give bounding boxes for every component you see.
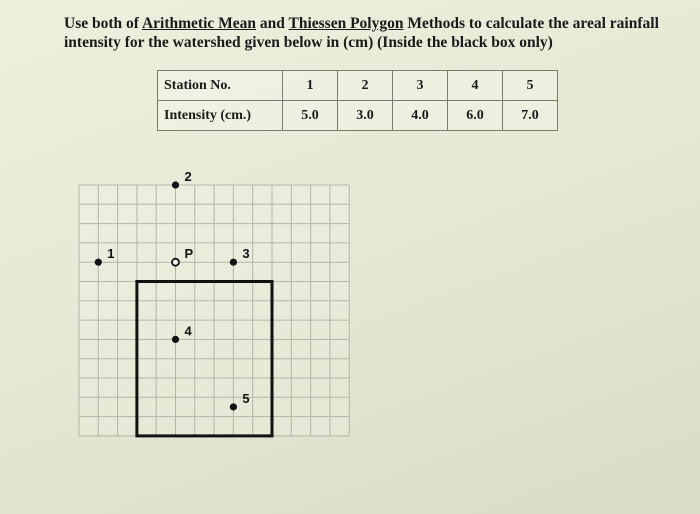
intensity-1: 5.0 bbox=[283, 101, 338, 131]
station-marker bbox=[95, 259, 102, 266]
station-marker bbox=[172, 336, 179, 343]
station-marker bbox=[172, 181, 179, 188]
station-label: 5 bbox=[242, 390, 250, 406]
station-label: 3 bbox=[242, 246, 250, 262]
station-5: 5 bbox=[503, 71, 558, 101]
station-marker bbox=[230, 403, 237, 410]
method-thiessen-polygon: Thiessen Polygon bbox=[288, 15, 404, 32]
station-2: 2 bbox=[338, 71, 393, 101]
intensity-5: 7.0 bbox=[503, 101, 558, 131]
question-part-3: Methods to calculate the areal rainfall intensity for the watershed given below in (cm) (Inside the black box only) bbox=[64, 15, 659, 51]
question-part-1: Use both of bbox=[64, 15, 142, 32]
station-label: 1 bbox=[107, 246, 115, 262]
station-3: 3 bbox=[393, 71, 448, 101]
station-label: P bbox=[184, 246, 194, 262]
question-part-2: and bbox=[256, 15, 289, 32]
station-1: 1 bbox=[283, 71, 338, 101]
station-marker bbox=[230, 259, 237, 266]
intensity-3: 4.0 bbox=[393, 101, 448, 131]
station-label: 4 bbox=[184, 323, 192, 339]
station-label: 2 bbox=[184, 169, 192, 184]
intensity-4: 6.0 bbox=[448, 101, 503, 131]
station-no-header: Station No. bbox=[158, 71, 283, 101]
intensity-header: Intensity (cm.) bbox=[158, 101, 283, 131]
station-4: 4 bbox=[448, 71, 503, 101]
point-marker bbox=[172, 259, 179, 266]
method-arithmetic-mean: Arithmetic Mean bbox=[141, 15, 257, 32]
intensity-2: 3.0 bbox=[338, 101, 393, 131]
